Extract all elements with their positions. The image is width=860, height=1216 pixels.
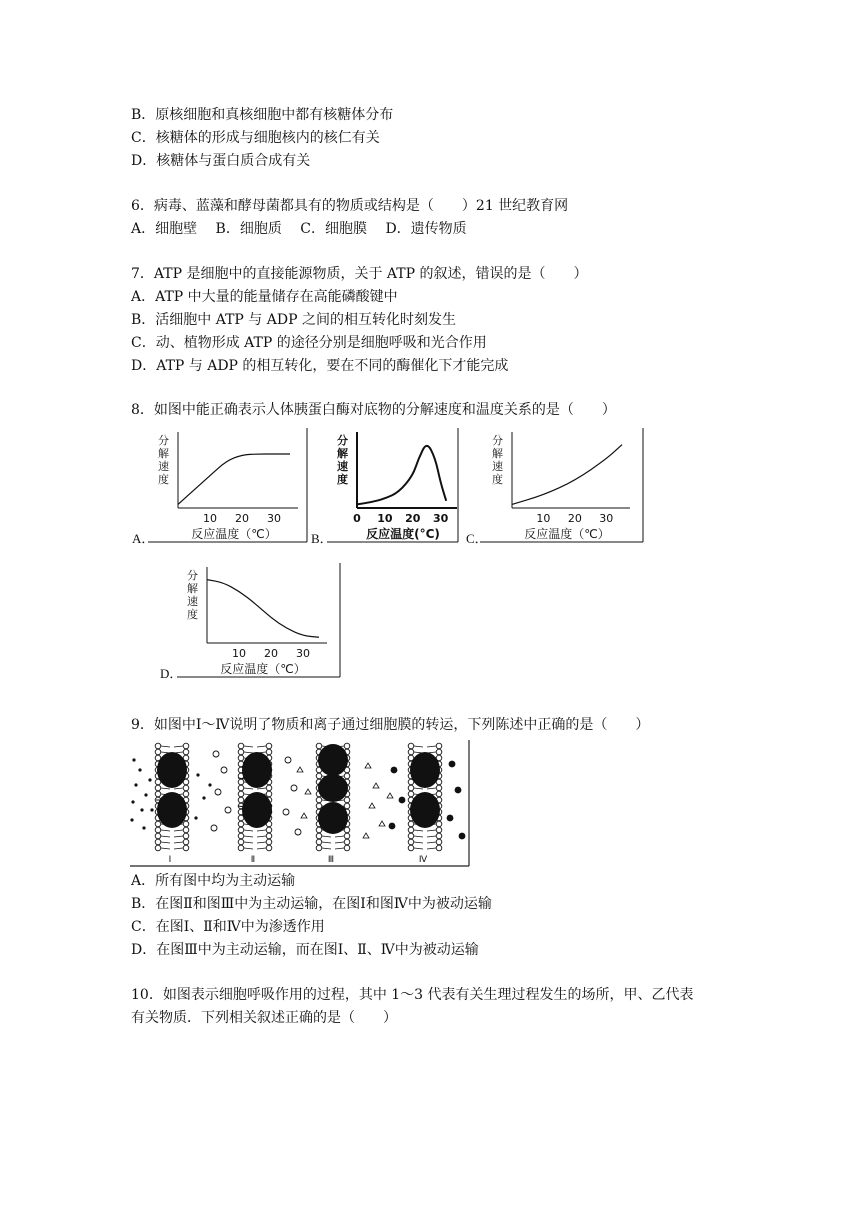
lipid-head (266, 791, 272, 797)
lipid-tail (161, 746, 170, 747)
lipid-tail (414, 848, 423, 849)
lipid-head (183, 839, 189, 845)
solute-dot (140, 808, 143, 811)
lipid-tail (161, 830, 170, 831)
lipid-head (344, 803, 350, 809)
solute-dot (132, 758, 135, 761)
chart-panel-d (177, 563, 341, 678)
lipid-head (183, 833, 189, 839)
lipid-head (408, 821, 414, 827)
membrane-protein (157, 752, 187, 788)
lipid-head (155, 785, 161, 791)
panel-label: Ⅱ (250, 855, 256, 865)
x-tick-label: 20 (405, 512, 421, 525)
q9-option-a: A．所有图中均为主动运输 (131, 873, 296, 889)
lipid-head (238, 797, 244, 803)
membrane-protein (318, 774, 348, 802)
x-tick-label: 30 (296, 647, 310, 660)
lipid-tail (174, 830, 183, 831)
q9-option-d: D．在图Ⅲ中为主动运输，而在图Ⅰ、Ⅱ、Ⅳ中为被动运输 (131, 942, 479, 958)
solute-dot (196, 773, 199, 776)
lipid-tail (174, 848, 183, 849)
lipid-tail (174, 836, 183, 837)
solute-ion (455, 787, 462, 794)
x-axis-label: 反应温度（℃） (524, 527, 610, 541)
y-axis-label-char: 分 (337, 434, 348, 447)
membrane-protein (410, 792, 440, 828)
lipid-tail (174, 746, 183, 747)
lipid-head (238, 833, 244, 839)
lipid-head (155, 827, 161, 833)
lipid-head (266, 839, 272, 845)
lipid-tail (161, 836, 170, 837)
lipid-head (238, 821, 244, 827)
solute-dot (131, 800, 134, 803)
x-tick-label: 30 (599, 512, 614, 525)
lipid-head (316, 803, 322, 809)
solute-triangle (373, 783, 379, 788)
solute-dot (144, 793, 147, 796)
lipid-head (183, 785, 189, 791)
lipid-head (266, 833, 272, 839)
lipid-tail (161, 848, 170, 849)
lipid-head (316, 827, 322, 833)
data-line (178, 454, 290, 504)
y-axis-label-char: 分 (492, 434, 503, 447)
lipid-tail (244, 836, 253, 837)
data-line (512, 445, 622, 505)
solute-triangle (369, 803, 375, 808)
solute-triangle (379, 821, 385, 826)
solute-triangle (363, 833, 369, 838)
lipid-head (183, 821, 189, 827)
panel-label: Ⅰ (168, 855, 172, 865)
x-tick-label: 30 (432, 512, 449, 525)
lipid-tail (427, 830, 436, 831)
panel-label: Ⅲ (327, 855, 335, 865)
lipid-head (436, 785, 442, 791)
lipid-tail (414, 830, 423, 831)
y-axis-label-char: 解 (187, 582, 198, 595)
lipid-tail (335, 836, 344, 837)
x-tick-label: 10 (536, 512, 551, 525)
data-line (207, 580, 319, 638)
y-axis-label-char: 分 (187, 569, 198, 582)
lipid-tail (174, 842, 183, 843)
lipid-head (436, 791, 442, 797)
solute-circle (285, 757, 291, 763)
y-axis-label-char: 速 (492, 460, 503, 473)
q8-stem: 8．如图中能正确表示人体胰蛋白酶对底物的分解速度和温度关系的是（ ） (131, 402, 616, 418)
lipid-head (266, 743, 272, 749)
lipid-head (155, 839, 161, 845)
y-axis-label-char: 速 (158, 460, 169, 473)
lipid-head (344, 773, 350, 779)
membrane-protein (157, 792, 187, 828)
lipid-tail (322, 848, 331, 849)
q7-stem: 7．ATP 是细胞中的直接能源物质，关于 ATP 的叙述，错误的是（ ） (131, 266, 588, 282)
lipid-head (266, 845, 272, 851)
lipid-tail (257, 842, 266, 843)
solute-dot (142, 826, 145, 829)
q6-options: A．细胞壁 B．细胞质 C．细胞膜 D．遗传物质 (131, 221, 467, 237)
lipid-head (436, 827, 442, 833)
lipid-head (344, 743, 350, 749)
lipid-head (238, 827, 244, 833)
solute-dot (148, 778, 151, 781)
x-tick-label: 20 (264, 647, 278, 660)
q10-stem-line1: 10．如图表示细胞呼吸作用的过程，其中 1～3 代表有关生理过程发生的场所，甲、乙代表 (131, 987, 694, 1003)
q7-option-a: A．ATP 中大量的能量储存在高能磷酸键中 (131, 289, 398, 305)
lipid-head (344, 797, 350, 803)
y-axis-label-char: 解 (337, 447, 348, 460)
q9-stem: 9．如图中Ⅰ～Ⅳ说明了物质和离子通过细胞膜的转运，下列陈述中正确的是（ ） (131, 717, 650, 733)
solute-triangle (301, 813, 307, 818)
lipid-tail (322, 842, 331, 843)
lipid-head (155, 821, 161, 827)
lipid-head (155, 749, 161, 755)
x-tick-label: 10 (377, 512, 393, 525)
solute-dot (138, 768, 141, 771)
chart-panel-c (480, 428, 644, 543)
lipid-head (183, 845, 189, 851)
lipid-head (436, 743, 442, 749)
solute-circle (295, 829, 301, 835)
lipid-head (266, 749, 272, 755)
lipid-tail (427, 842, 436, 843)
solute-dot (134, 783, 137, 786)
lipid-tail (174, 788, 183, 789)
lipid-head (155, 791, 161, 797)
solute-dot (208, 783, 211, 786)
q5-option-b: B．原核细胞和真核细胞中都有核糖体分布 (131, 107, 394, 123)
lipid-tail (244, 752, 253, 753)
lipid-head (408, 743, 414, 749)
q5-option-c: C．核糖体的形成与细胞核内的核仁有关 (131, 130, 380, 146)
lipid-head (316, 845, 322, 851)
solute-triangle (387, 793, 393, 798)
lipid-head (408, 827, 414, 833)
lipid-head (408, 833, 414, 839)
lipid-head (238, 845, 244, 851)
lipid-head (316, 743, 322, 749)
lipid-tail (257, 836, 266, 837)
solute-circle (283, 809, 289, 815)
lipid-head (155, 743, 161, 749)
solute-ion (449, 761, 456, 768)
lipid-head (238, 839, 244, 845)
q8-label-b: B． (311, 531, 333, 546)
lipid-head (436, 749, 442, 755)
lipid-head (344, 827, 350, 833)
solute-ion (391, 767, 398, 774)
lipid-head (238, 791, 244, 797)
x-tick-label: 10 (203, 512, 217, 525)
q9-option-c: C．在图Ⅰ、Ⅱ和Ⅳ中为渗透作用 (131, 919, 325, 935)
membrane-protein (410, 752, 440, 788)
q7-option-c: C．动、植物形成 ATP 的途径分别是细胞呼吸和光合作用 (131, 335, 487, 351)
solute-dot (150, 808, 153, 811)
lipid-tail (244, 788, 253, 789)
solute-ion (389, 823, 396, 830)
lipid-head (183, 743, 189, 749)
solute-circle (215, 789, 221, 795)
x-axis-label: 反应温度(°C) (366, 527, 440, 541)
solute-triangle (305, 789, 311, 794)
lipid-head (316, 833, 322, 839)
y-axis-label-char: 分 (158, 434, 169, 447)
lipid-tail (244, 848, 253, 849)
lipid-tail (427, 746, 436, 747)
x-tick-label: 0 (353, 512, 361, 525)
x-tick-label: 20 (567, 512, 582, 525)
lipid-head (238, 755, 244, 761)
lipid-head (316, 797, 322, 803)
y-axis-label-char: 解 (158, 447, 169, 460)
lipid-tail (244, 842, 253, 843)
solute-ion (447, 815, 454, 822)
x-tick-label: 10 (232, 647, 246, 660)
solute-circle (213, 751, 219, 757)
lipid-tail (335, 842, 344, 843)
lipid-tail (414, 788, 423, 789)
lipid-head (238, 749, 244, 755)
membrane-panel (155, 743, 189, 865)
lipid-tail (257, 746, 266, 747)
membrane-panel (316, 743, 350, 865)
y-axis-label-char: 速 (337, 460, 348, 473)
membrane-transport-figure (128, 740, 472, 867)
lipid-head (344, 845, 350, 851)
lipid-tail (414, 836, 423, 837)
lipid-tail (244, 830, 253, 831)
membrane-panel (408, 743, 442, 865)
lipid-head (408, 845, 414, 851)
solute-triangle (297, 767, 303, 772)
solute-dot (194, 816, 197, 819)
lipid-head (183, 791, 189, 797)
lipid-tail (257, 848, 266, 849)
q8-label-a: A． (132, 531, 155, 546)
solute-circle (225, 807, 231, 813)
membrane-protein (242, 752, 272, 788)
q10-stem-line2: 有关物质．下列相关叙述正确的是（ ） (131, 1010, 397, 1026)
lipid-head (238, 743, 244, 749)
chart-panel-b (327, 428, 459, 543)
lipid-tail (414, 746, 423, 747)
lipid-tail (427, 788, 436, 789)
solute-ion (459, 833, 466, 840)
lipid-head (238, 779, 244, 785)
solute-ion (399, 797, 406, 804)
x-axis-label: 反应温度（℃） (220, 662, 306, 676)
solute-circle (221, 767, 227, 773)
lipid-head (183, 827, 189, 833)
lipid-head (344, 839, 350, 845)
q7-option-b: B．活细胞中 ATP 与 ADP 之间的相互转化时刻发生 (131, 312, 456, 328)
data-line (357, 446, 446, 505)
lipid-tail (257, 788, 266, 789)
lipid-head (408, 785, 414, 791)
solute-dot (130, 818, 133, 821)
q8-label-d: D． (160, 666, 183, 681)
y-axis-label-char: 度 (492, 473, 503, 486)
y-axis-label-char: 解 (492, 447, 503, 460)
lipid-tail (161, 788, 170, 789)
lipid-tail (427, 848, 436, 849)
lipid-head (408, 839, 414, 845)
lipid-tail (414, 842, 423, 843)
lipid-head (408, 749, 414, 755)
panel-label: Ⅳ (418, 855, 428, 865)
q7-option-d: D．ATP 与 ADP 的相互转化，要在不同的酶催化下才能完成 (131, 358, 509, 374)
lipid-head (436, 821, 442, 827)
x-tick-label: 20 (235, 512, 249, 525)
solute-dot (202, 796, 205, 799)
lipid-head (238, 785, 244, 791)
lipid-head (316, 839, 322, 845)
lipid-tail (322, 836, 331, 837)
q5-option-d: D．核糖体与蛋白质合成有关 (131, 153, 311, 169)
solute-circle (211, 825, 217, 831)
lipid-head (344, 833, 350, 839)
chart-panel-a (148, 428, 308, 543)
lipid-head (183, 749, 189, 755)
lipid-head (436, 833, 442, 839)
solute-triangle (365, 763, 371, 768)
y-axis-label-char: 度 (158, 473, 169, 486)
x-tick-label: 30 (267, 512, 281, 525)
y-axis-label-char: 度 (337, 473, 348, 486)
y-axis-label-char: 度 (187, 608, 198, 621)
lipid-head (436, 845, 442, 851)
membrane-protein (242, 792, 272, 828)
lipid-tail (244, 746, 253, 747)
q6-stem: 6．病毒、蓝藻和酵母菌都具有的物质或结构是（ ）21 世纪教育网 (131, 198, 569, 214)
membrane-panel (238, 743, 272, 865)
lipid-tail (335, 848, 344, 849)
lipid-tail (427, 836, 436, 837)
y-axis-label-char: 速 (187, 595, 198, 608)
membrane-protein (318, 802, 348, 834)
lipid-head (436, 839, 442, 845)
lipid-head (266, 827, 272, 833)
solute-circle (291, 785, 297, 791)
membrane-protein (318, 744, 348, 776)
lipid-tail (161, 842, 170, 843)
lipid-head (266, 785, 272, 791)
lipid-head (155, 833, 161, 839)
lipid-head (408, 791, 414, 797)
x-axis-label: 反应温度（℃） (191, 527, 277, 541)
lipid-tail (257, 830, 266, 831)
lipid-head (316, 773, 322, 779)
q9-option-b: B．在图Ⅱ和图Ⅲ中为主动运输，在图Ⅰ和图Ⅳ中为被动运输 (131, 896, 492, 912)
q8-label-c: C． (466, 531, 488, 546)
lipid-head (155, 845, 161, 851)
